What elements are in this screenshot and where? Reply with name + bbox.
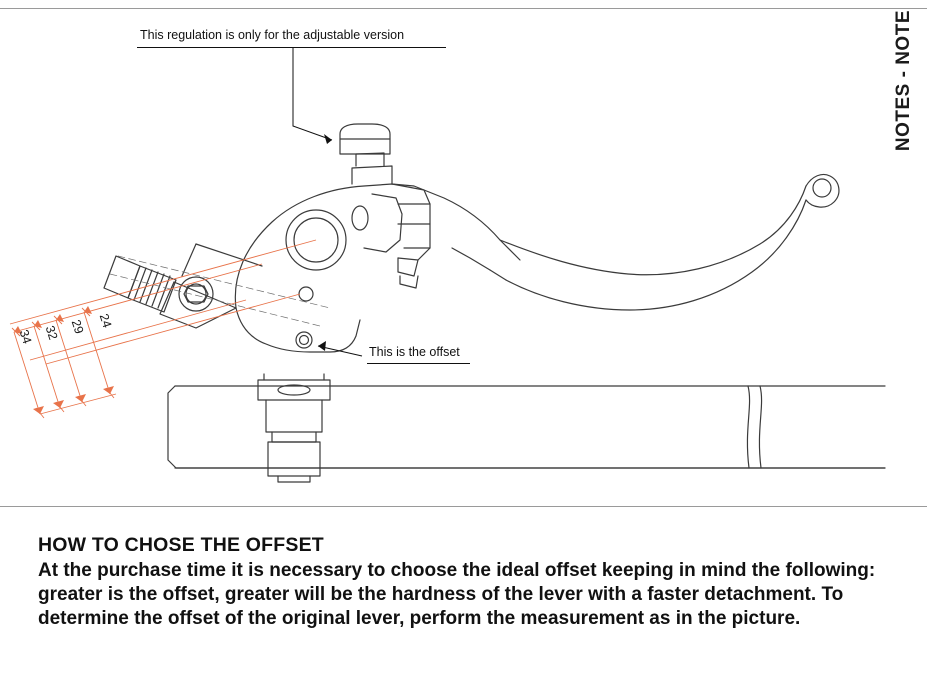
- instructions-block: [38, 534, 898, 631]
- instructions-heading: HOW TO CHOSE THE OFFSET: [38, 534, 324, 556]
- callout-adjustable-underline: [137, 47, 446, 48]
- callout-adjustable-version: This regulation is only for the adjustable version: [140, 28, 405, 42]
- dimension-label-29: 29: [68, 318, 87, 336]
- side-section-label-text: NOTES - NOTE: [893, 10, 914, 152]
- dimension-label-32: 32: [42, 324, 61, 342]
- dimension-label-24: 24: [96, 312, 115, 330]
- lever-technical-drawing: [0, 8, 890, 506]
- callout-offset-underline: [367, 363, 470, 364]
- instructions-body: At the purchase time it is necessary to choose the ideal offset keeping in mind the following: greater is the offset, greater will be the hardness of the lever with a faster detachment. To determine the offset of the original lever, perform the measurement as in the picture.: [38, 560, 876, 630]
- divider-bottom: [0, 506, 927, 507]
- callout-offset: This is the offset: [369, 345, 460, 359]
- dimension-label-34: 34: [16, 328, 35, 346]
- side-section-label: [887, 10, 921, 210]
